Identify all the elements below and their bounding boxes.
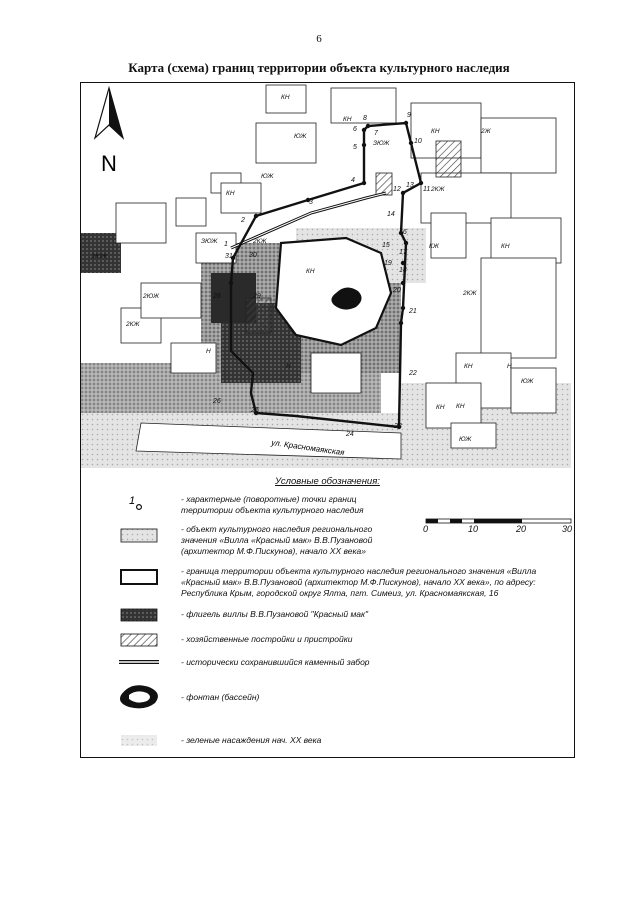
legend-point-number: 1: [129, 495, 136, 507]
point-label: 16: [399, 229, 407, 236]
point-label: 24: [346, 431, 354, 438]
legend-wing-icon: [121, 609, 157, 621]
point-label: 1: [224, 241, 228, 248]
building-label: ЮЖ: [261, 173, 274, 180]
building-label: КН: [464, 363, 473, 370]
building-label: КН: [281, 94, 290, 101]
point-label: 17: [399, 249, 407, 256]
point-label: 29: [253, 293, 261, 300]
legend-object-text: - объект культурного наследия регионального значения «Вилла «Красный мак» В.В.Пузановой (архитектор М.Ф.Пискунов), начало XX века»: [181, 524, 373, 556]
point-label: 14: [387, 211, 395, 218]
building-label: ЗЮЖ: [91, 253, 108, 260]
legend-boundary-text: - граница территории объекта культурного наследия регионального значения «Вилла «Красный мак» В.В.Пузановой (архитектор М.Ф.Пискунов), начало XX века», по адресу: Республика Крым, городской округ Ялта, пгт. Симеиз, ул. Красномаякская, 16: [181, 566, 537, 598]
scale-tick-30: 30: [562, 524, 573, 534]
point-label: 23: [394, 423, 402, 430]
point-label: 6: [353, 126, 357, 133]
scale-bar: [426, 519, 571, 523]
building-label: КН: [226, 190, 235, 197]
page-title: Карта (схема) границ территории объекта культурного наследия: [128, 60, 510, 75]
building-label: Н: [507, 363, 512, 370]
legend-outbuildings-text: - хозяйственные постройки и пристройки: [181, 634, 353, 644]
building-label: ЮЖ: [521, 378, 534, 385]
legend-outbuildings-icon: [121, 634, 157, 646]
north-arrow-icon: [95, 88, 123, 176]
building-label: 2КЖ: [253, 238, 267, 245]
scale-tick-0: 0: [423, 524, 429, 534]
point-label: 8: [363, 115, 367, 122]
point-label: 4: [351, 177, 355, 184]
point-label: 30: [249, 252, 257, 259]
building-label: КН: [306, 268, 315, 275]
point-label: 12: [393, 186, 401, 193]
point-label: 20: [393, 287, 401, 294]
building-label: Н: [286, 363, 291, 370]
legend-object-icon: [121, 529, 157, 542]
point-label: 10: [414, 138, 422, 145]
point-label: 25: [251, 407, 259, 414]
scale-tick-10: 10: [468, 524, 479, 534]
map-frame: [80, 82, 575, 758]
legend-symbols: [119, 495, 159, 746]
point-label: 7: [374, 130, 378, 137]
legend-green-text: - зеленые насаждения нач. XX века: [181, 735, 322, 745]
point-label: 31: [225, 253, 233, 260]
legend-point-text: - характерные (поворотные) точки границ территории объекта культурного наследия: [181, 494, 364, 515]
point-label: 15: [382, 242, 390, 249]
building-label: ЗЮЖ: [201, 238, 218, 245]
building-label: 2КЖ: [126, 321, 140, 328]
building-label: КН: [456, 403, 465, 410]
building-label: КН: [343, 116, 352, 123]
building-label: Н: [206, 348, 211, 355]
legend-boundary-icon: [121, 570, 157, 584]
street-label: ул. Красномаякская: [270, 438, 345, 458]
legend-fence-text: - исторически сохранившийся каменный забор: [181, 657, 370, 667]
building-label: КН: [431, 128, 440, 135]
point-label: 11: [423, 186, 431, 193]
scale-tick-20: 20: [516, 524, 527, 534]
page-number: 6: [316, 33, 322, 45]
building-label: 2ЮЖ: [143, 293, 160, 300]
point-label: 18: [399, 267, 407, 274]
building-label: ЗЮЖ: [373, 140, 390, 147]
building-label: 2КЖ: [463, 290, 477, 297]
point-label: 5: [353, 144, 357, 151]
building-label: КН: [436, 404, 445, 411]
legend-title: Условные обозначения:: [275, 476, 380, 487]
building-label: 2Ж: [481, 128, 491, 135]
legend-wing-text: - флигель виллы В.В.Пузановой "Красный мак": [181, 609, 369, 619]
point-label: 2: [241, 217, 245, 224]
point-label: 13: [406, 182, 414, 189]
building-label: КН: [501, 243, 510, 250]
building-label: ЮЖ: [459, 436, 472, 443]
building-label: ЮЖ: [294, 133, 307, 140]
point-label: 22: [409, 370, 417, 377]
legend-fountain-text: - фонтан (бассейн): [181, 692, 260, 702]
north-label: N: [101, 151, 117, 176]
legend-point-icon: [137, 505, 142, 510]
point-label: 9: [407, 112, 411, 119]
villa-building: [276, 238, 391, 345]
legend-green-icon: [121, 735, 157, 746]
point-label: 28: [213, 293, 221, 300]
building-label: 2КЖ: [431, 186, 445, 193]
building-label: КЖ: [429, 243, 439, 250]
point-label: 26: [213, 398, 221, 405]
point-label: 21: [409, 308, 417, 315]
point-label: 19: [384, 260, 392, 267]
map-area: [81, 85, 571, 468]
point-label: 3: [309, 199, 313, 206]
